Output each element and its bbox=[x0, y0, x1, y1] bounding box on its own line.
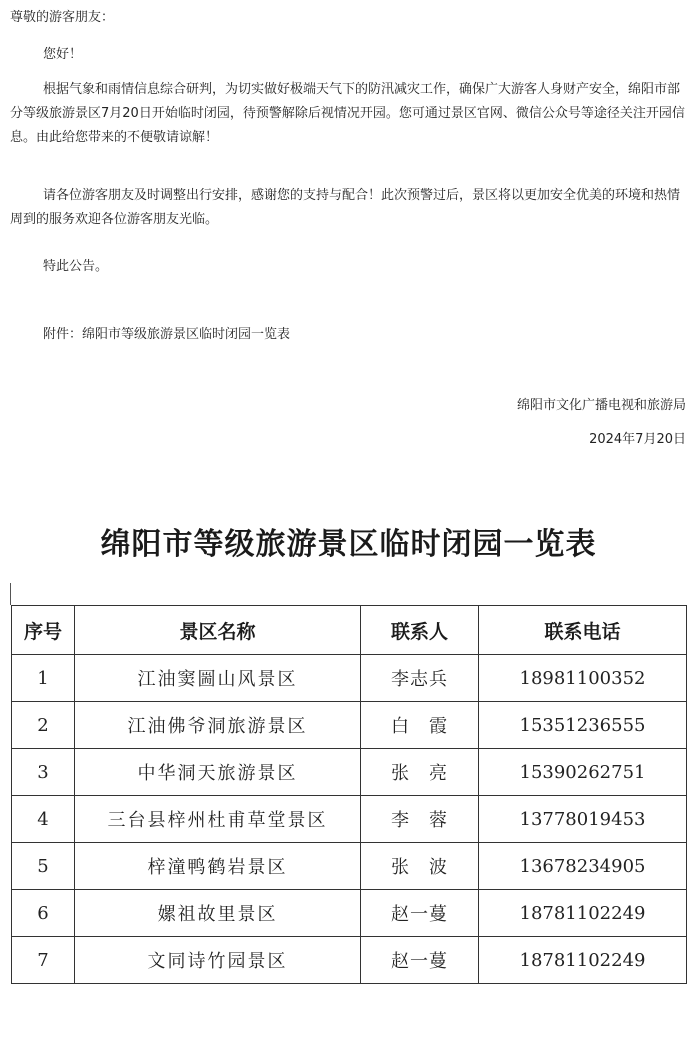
row-scenic-name: 江油窦圌山风景区 bbox=[75, 655, 361, 702]
row-scenic-name: 江油佛爷洞旅游景区 bbox=[75, 702, 361, 749]
header-phone: 联系电话 bbox=[479, 606, 687, 655]
row-no: 3 bbox=[12, 749, 75, 796]
row-phone: 13678234905 bbox=[479, 843, 687, 890]
table-row bbox=[12, 796, 687, 843]
header-no: 序号 bbox=[12, 606, 75, 655]
row-scenic-name: 嫘祖故里景区 bbox=[75, 890, 361, 937]
table-row bbox=[12, 702, 687, 749]
row-no: 2 bbox=[12, 702, 75, 749]
row-contact: 李志兵 bbox=[361, 655, 479, 702]
notice-body-paragraph-2: 请各位游客朋友及时调整出行安排，感谢您的支持与配合！此次预警过后，景区将以更加安全优美的环境和热情周到的服务欢迎各位游客朋友光临。 bbox=[10, 188, 681, 227]
row-phone: 18781102249 bbox=[479, 890, 687, 937]
table-row bbox=[12, 749, 687, 796]
table-row bbox=[12, 655, 687, 702]
greeting: 您好！ bbox=[43, 47, 83, 62]
row-phone: 15351236555 bbox=[479, 702, 687, 749]
row-no: 7 bbox=[12, 937, 75, 984]
issuer-name: 绵阳市文化广播电视和旅游局 bbox=[516, 398, 686, 413]
row-scenic-name: 梓潼鸭鹤岩景区 bbox=[75, 843, 361, 890]
attachment-line: 附件：绵阳市等级旅游景区临时闭园一览表 bbox=[43, 327, 291, 342]
row-scenic-name: 文同诗竹园景区 bbox=[75, 937, 361, 984]
row-phone: 15390262751 bbox=[479, 749, 687, 796]
closure-table bbox=[11, 605, 687, 984]
closing-line: 特此公告。 bbox=[43, 259, 109, 274]
row-contact: 李 蓉 bbox=[361, 796, 479, 843]
table-row bbox=[12, 890, 687, 937]
table-row bbox=[12, 843, 687, 890]
row-no: 6 bbox=[12, 890, 75, 937]
row-contact: 白 霞 bbox=[361, 702, 479, 749]
notice-body-paragraph-1: 根据气象和雨情信息综合研判，为切实做好极端天气下的防汛减灾工作，确保广大游客人身财产安全，绵阳市部分等级旅游景区7月20日开始临时闭园，待预警解除后视情况开园。您可通过景区官网、微信公众号等途径关注开园信息。由此给您带来的不便敬请谅解！ bbox=[10, 82, 685, 145]
row-scenic-name: 三台县梓州杜甫草堂景区 bbox=[75, 796, 361, 843]
row-contact: 张 波 bbox=[361, 843, 479, 890]
row-no: 4 bbox=[12, 796, 75, 843]
table-row bbox=[12, 937, 687, 984]
row-contact: 赵一蔓 bbox=[361, 937, 479, 984]
table-corner-line bbox=[10, 583, 11, 605]
table-title: 绵阳市等级旅游景区临时闭园一览表 bbox=[100, 527, 597, 562]
header-scenic-name: 景区名称 bbox=[75, 606, 361, 655]
header-contact: 联系人 bbox=[361, 606, 479, 655]
row-contact: 张 亮 bbox=[361, 749, 479, 796]
table-header-row bbox=[12, 606, 687, 655]
row-scenic-name: 中华洞天旅游景区 bbox=[75, 749, 361, 796]
row-no: 1 bbox=[12, 655, 75, 702]
issue-date: 2024年7月20日 bbox=[589, 432, 686, 447]
row-phone: 18781102249 bbox=[479, 937, 687, 984]
row-no: 5 bbox=[12, 843, 75, 890]
row-phone: 13778019453 bbox=[479, 796, 687, 843]
salutation: 尊敬的游客朋友： bbox=[10, 10, 115, 25]
row-contact: 赵一蔓 bbox=[361, 890, 479, 937]
row-phone: 18981100352 bbox=[479, 655, 687, 702]
